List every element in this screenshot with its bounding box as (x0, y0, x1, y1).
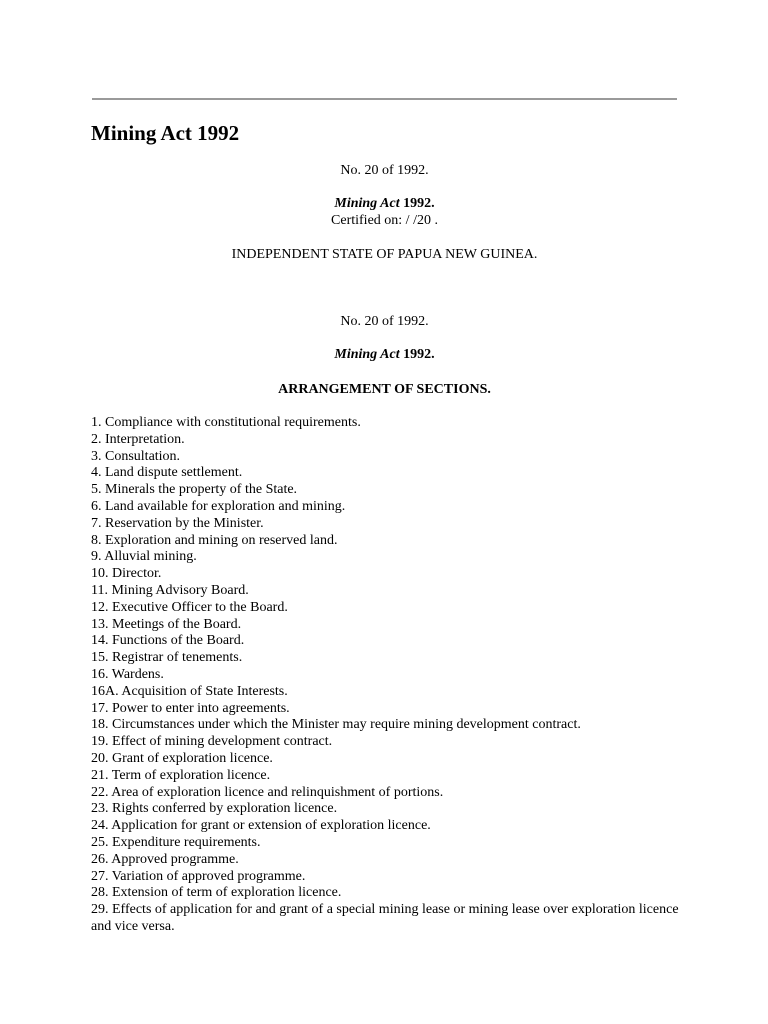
section-item: 24. Application for grant or extension of exploration licence. (91, 818, 431, 834)
section-item: 25. Expenditure requirements. (91, 834, 261, 850)
state-name: INDEPENDENT STATE OF PAPUA NEW GUINEA. (231, 247, 538, 262)
section-item: 11. Mining Advisory Board. (91, 582, 249, 598)
act-name-line-second (92, 346, 677, 363)
section-item: 8. Exploration and mining on reserved land. (91, 532, 338, 548)
act-name-line (92, 195, 677, 212)
section-item: 23. Rights conferred by exploration licence. (91, 801, 338, 817)
section-item: 28. Extension of term of exploration licence. (91, 885, 342, 901)
section-item: 18. Circumstances under which the Minister may require mining development contract. (91, 717, 581, 733)
section-item: 5. Minerals the property of the State. (91, 482, 298, 498)
section-item: 12. Executive Officer to the Board. (91, 599, 288, 615)
section-item: 14. Functions of the Board. (91, 633, 245, 649)
section-item: 3. Consultation. (91, 448, 181, 464)
arrangement-heading: ARRANGEMENT OF SECTIONS. (278, 382, 491, 397)
section-item: 19. Effect of mining development contract. (91, 734, 333, 750)
section-item: 6. Land available for exploration and mining. (91, 498, 346, 514)
section-item: 1. Compliance with constitutional requirements. (91, 415, 361, 430)
section-item: 10. Director. (91, 566, 162, 582)
document-title: Mining Act 1992 (91, 121, 240, 145)
section-item: 26. Approved programme. (91, 851, 239, 867)
certified-line: Certified on: / /20 . (331, 213, 438, 228)
section-item: 21. Term of exploration licence. (91, 767, 271, 783)
top-horizontal-rule (92, 98, 677, 100)
section-item: 27. Variation of approved programme. (91, 868, 306, 884)
act-year-second: 1992. (399, 347, 435, 362)
section-item: 4. Land dispute settlement. (91, 465, 243, 481)
sections-list (91, 415, 681, 936)
section-item: 16. Wardens. (91, 666, 164, 682)
section-item: 7. Reservation by the Minister. (91, 515, 264, 531)
act-number-second: No. 20 of 1992. (340, 314, 429, 329)
act-name-italic-second: Mining Act (334, 347, 400, 362)
act-name-italic: Mining Act (334, 196, 400, 211)
section-item: 22. Area of exploration licence and relinquishment of portions. (91, 784, 444, 800)
section-item: 2. Interpretation. (91, 431, 185, 447)
act-number: No. 20 of 1992. (340, 163, 429, 178)
section-item: 17. Power to enter into agreements. (91, 700, 290, 716)
act-year: 1992. (399, 196, 435, 211)
section-item: 9. Alluvial mining. (91, 549, 197, 565)
section-item: 13. Meetings of the Board. (91, 616, 242, 632)
section-item: 15. Registrar of tenements. (91, 650, 243, 666)
section-item: 20. Grant of exploration licence. (91, 750, 273, 766)
section-item: 29. Effects of application for and grant of a special mining lease or mining lease over exploration licence and vice versa. (91, 902, 679, 934)
section-item: 16A. Acquisition of State Interests. (91, 683, 288, 699)
